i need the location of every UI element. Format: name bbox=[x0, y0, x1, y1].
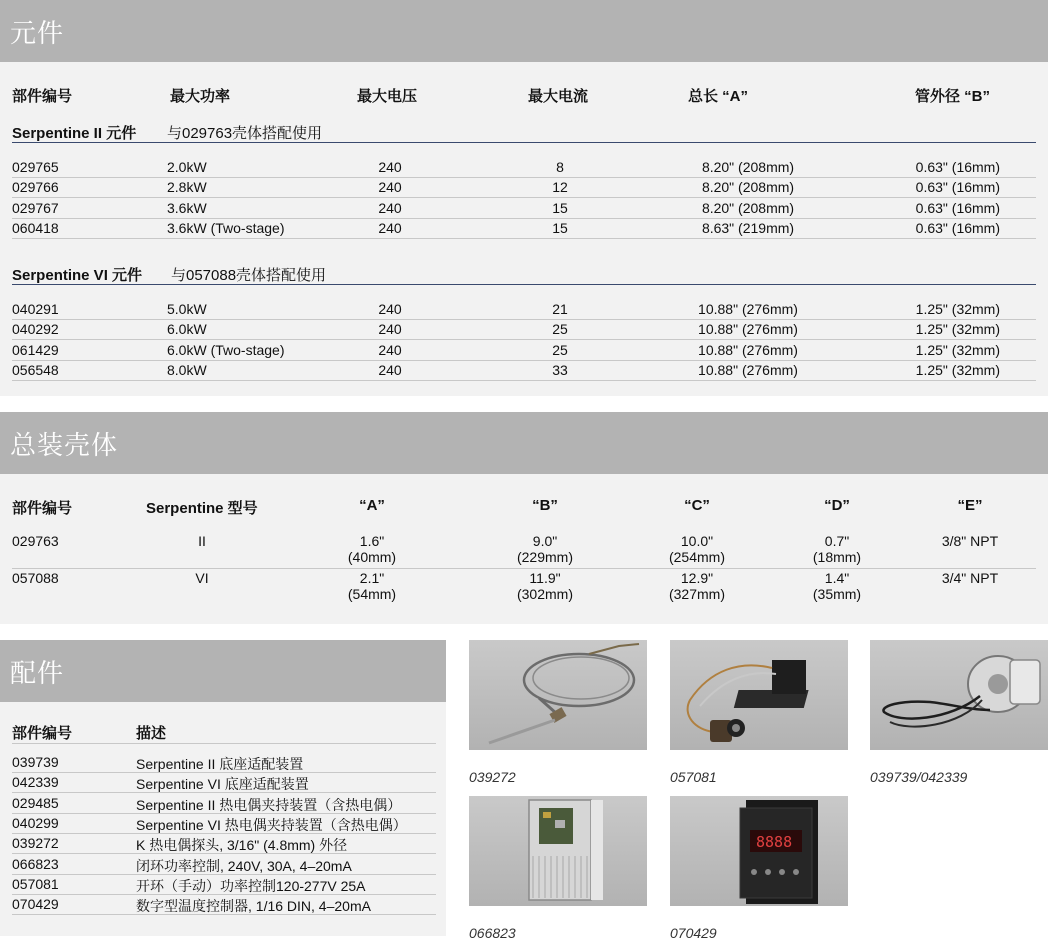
housing-e-cell: 3/8" NPT bbox=[941, 533, 999, 549]
element-diameter-cell: 1.25" (32mm) bbox=[915, 341, 1000, 358]
table-row-divider bbox=[12, 197, 1036, 198]
table-row-divider bbox=[12, 218, 1036, 219]
table-row-divider bbox=[12, 874, 436, 875]
element-diameter-cell: 1.25" (32mm) bbox=[915, 361, 1000, 378]
housing-d-cell bbox=[797, 570, 877, 602]
table-row-divider bbox=[12, 853, 436, 854]
elements-section-title bbox=[0, 0, 1048, 62]
accessory-description-cell: 数字型温度控制器, 1/16 DIN, 4–20mA bbox=[136, 898, 371, 915]
photo-digital-temperature-controller bbox=[670, 796, 848, 906]
element-length-cell: 8.63" (219mm) bbox=[701, 219, 795, 236]
table-row-divider bbox=[12, 360, 1036, 361]
accessories-header-part: 部件编号 bbox=[12, 725, 73, 742]
housing-a-inch: 1.6" bbox=[359, 533, 385, 549]
accessories-section-title bbox=[0, 640, 446, 702]
photo-caption-3: 039739/042339 bbox=[870, 769, 968, 785]
accessory-description-cell: Serpentine VI 热电偶夹持装置（含热电偶） bbox=[136, 816, 407, 833]
elements-header-part: 部件编号 bbox=[12, 88, 73, 105]
housing-b-inch: 11.9" bbox=[529, 570, 561, 586]
table-row-divider bbox=[12, 914, 436, 915]
accessory-part-cell: 039272 bbox=[12, 835, 59, 852]
photo-caption-5: 070429 bbox=[670, 925, 717, 940]
element-part-cell: 029766 bbox=[12, 179, 59, 196]
accessory-part-cell: 042339 bbox=[12, 774, 59, 791]
accessory-part-cell: 039739 bbox=[12, 754, 59, 770]
element-voltage-cell: 240 bbox=[378, 361, 402, 378]
element-voltage-cell: 240 bbox=[378, 199, 402, 216]
housing-a-mm: (54mm) bbox=[347, 586, 397, 602]
table-row-divider bbox=[12, 833, 436, 834]
photo-closed-loop-power-control bbox=[469, 796, 647, 906]
group-serpentine-ii-heading bbox=[12, 122, 136, 143]
element-length-cell: 8.20" (208mm) bbox=[701, 179, 795, 196]
housing-d-inch: 1.4" bbox=[824, 570, 850, 586]
accessories-title-text: 配件 bbox=[10, 657, 65, 688]
accessories-header-desc: 描述 bbox=[136, 725, 167, 742]
group-serpentine-vi-name: Serpentine VI 元件 bbox=[12, 267, 143, 284]
housing-b-mm: (302mm) bbox=[516, 586, 573, 602]
element-part-cell: 061429 bbox=[12, 341, 59, 358]
element-power-cell: 6.0kW (Two-stage) bbox=[167, 341, 285, 358]
elements-title-text: 元件 bbox=[10, 17, 65, 48]
accessory-description-cell: Serpentine II 底座适配装置 bbox=[136, 756, 304, 772]
element-length-cell: 10.88" (276mm) bbox=[698, 341, 798, 358]
housing-d-mm: (18mm) bbox=[812, 549, 862, 565]
group-serpentine-vi-rule bbox=[12, 284, 1036, 285]
accessory-description-cell: Serpentine II 热电偶夹持装置（含热电偶） bbox=[136, 796, 402, 813]
element-voltage-cell: 240 bbox=[378, 301, 402, 317]
housing-a-cell bbox=[332, 570, 412, 602]
group-serpentine-ii-rule bbox=[12, 142, 1036, 143]
housing-header-d: “D” bbox=[824, 497, 850, 514]
accessory-description-cell: Serpentine VI 底座适配装置 bbox=[136, 776, 309, 793]
element-diameter-cell: 0.63" (16mm) bbox=[915, 219, 1000, 236]
housing-model-cell: II bbox=[198, 533, 206, 549]
table-row-divider bbox=[12, 380, 1036, 381]
housing-b-cell bbox=[505, 570, 585, 602]
photo-caption-1: 039272 bbox=[469, 769, 516, 785]
element-current-cell: 25 bbox=[552, 321, 568, 338]
housing-d-mm: (35mm) bbox=[812, 586, 862, 602]
housing-header-e: “E” bbox=[957, 497, 983, 514]
photo-thermocouple-probe bbox=[469, 640, 647, 750]
element-voltage-cell: 240 bbox=[378, 219, 402, 236]
table-row-divider bbox=[12, 238, 1036, 239]
element-part-cell: 056548 bbox=[12, 361, 59, 378]
table-row-divider bbox=[12, 177, 1036, 178]
accessory-description-cell: 开环（手动）功率控制120-277V 25A bbox=[136, 877, 366, 894]
housing-c-cell bbox=[657, 533, 737, 565]
photo-caption-4: 066823 bbox=[469, 925, 516, 940]
housing-c-inch: 10.0" bbox=[680, 533, 714, 549]
accessory-description-cell: 闭环功率控制, 240V, 30A, 4–20mA bbox=[136, 857, 352, 874]
element-current-cell: 33 bbox=[552, 361, 568, 378]
table-row-divider bbox=[12, 319, 1036, 320]
element-current-cell: 8 bbox=[556, 159, 564, 175]
accessory-description-cell: K 热电偶探头, 3/16" (4.8mm) 外径 bbox=[136, 837, 348, 854]
element-length-cell: 10.88" (276mm) bbox=[698, 321, 798, 338]
housing-a-cell bbox=[332, 533, 412, 565]
elements-header-power: 最大功率 bbox=[170, 88, 231, 105]
element-length-cell: 8.20" (208mm) bbox=[701, 199, 795, 216]
group-serpentine-vi-note: 与057088壳体搭配使用 bbox=[171, 267, 327, 284]
element-power-cell: 2.8kW bbox=[167, 179, 207, 196]
table-row-divider bbox=[12, 894, 436, 895]
housing-c-cell bbox=[657, 570, 737, 602]
element-diameter-cell: 0.63" (16mm) bbox=[915, 159, 1000, 175]
element-current-cell: 15 bbox=[552, 199, 568, 216]
housing-model-cell: VI bbox=[195, 570, 209, 586]
housing-header-b: “B” bbox=[532, 497, 558, 514]
housing-b-cell bbox=[505, 533, 585, 565]
element-voltage-cell: 240 bbox=[378, 341, 402, 358]
element-voltage-cell: 240 bbox=[378, 159, 402, 175]
elements-header-diameter: 管外径 “B” bbox=[915, 88, 991, 105]
element-power-cell: 8.0kW bbox=[167, 361, 207, 378]
table-row-divider bbox=[12, 813, 436, 814]
table-row-divider bbox=[12, 339, 1036, 340]
photo-manual-power-control bbox=[670, 640, 848, 750]
housing-section-title bbox=[0, 412, 1048, 474]
element-current-cell: 15 bbox=[552, 219, 568, 236]
housing-header-a: “A” bbox=[359, 497, 385, 514]
elements-header-length: 总长 “A” bbox=[688, 88, 749, 105]
elements-header-current: 最大电流 bbox=[528, 88, 589, 105]
element-current-cell: 12 bbox=[552, 179, 568, 196]
element-length-cell: 10.88" (276mm) bbox=[698, 301, 798, 317]
housing-header-c: “C” bbox=[684, 497, 710, 514]
element-part-cell: 029767 bbox=[12, 199, 59, 216]
housing-e-cell: 3/4" NPT bbox=[941, 570, 999, 586]
accessory-part-cell: 070429 bbox=[12, 896, 59, 913]
accessory-part-cell: 057081 bbox=[12, 875, 59, 892]
housing-d-inch: 0.7" bbox=[824, 533, 850, 549]
housing-c-mm: (327mm) bbox=[668, 586, 725, 602]
table-row-divider bbox=[12, 792, 436, 793]
housing-header-model: Serpentine 型号 bbox=[146, 500, 258, 517]
accessory-part-cell: 040299 bbox=[12, 814, 59, 831]
group-serpentine-ii-note: 与029763壳体搭配使用 bbox=[167, 125, 323, 142]
housing-a-mm: (40mm) bbox=[347, 549, 397, 565]
housing-b-inch: 9.0" bbox=[532, 533, 558, 549]
housing-part-cell: 057088 bbox=[12, 570, 59, 586]
element-power-cell: 6.0kW bbox=[167, 321, 207, 338]
accessories-header-rule bbox=[12, 743, 436, 744]
element-diameter-cell: 0.63" (16mm) bbox=[915, 179, 1000, 196]
housing-part-cell: 029763 bbox=[12, 533, 59, 549]
housing-a-inch: 2.1" bbox=[359, 570, 385, 586]
table-row-divider bbox=[12, 568, 1036, 569]
accessory-part-cell: 029485 bbox=[12, 794, 59, 811]
photo-base-adapter bbox=[870, 640, 1048, 750]
element-voltage-cell: 240 bbox=[378, 321, 402, 338]
element-power-cell: 3.6kW bbox=[167, 199, 207, 216]
element-diameter-cell: 1.25" (32mm) bbox=[915, 321, 1000, 338]
housing-c-inch: 12.9" bbox=[680, 570, 714, 586]
element-part-cell: 040291 bbox=[12, 301, 59, 317]
controller-display-text: 8888 bbox=[756, 833, 793, 851]
group-serpentine-ii-name: Serpentine II 元件 bbox=[12, 125, 137, 142]
element-power-cell: 3.6kW (Two-stage) bbox=[167, 219, 285, 236]
elements-header-voltage: 最大电压 bbox=[357, 88, 418, 105]
element-length-cell: 8.20" (208mm) bbox=[701, 159, 795, 175]
table-row-divider bbox=[12, 772, 436, 773]
housing-c-mm: (254mm) bbox=[668, 549, 725, 565]
element-diameter-cell: 0.63" (16mm) bbox=[915, 199, 1000, 216]
housing-title-text: 总装壳体 bbox=[10, 429, 119, 460]
element-current-cell: 21 bbox=[552, 301, 568, 317]
element-part-cell: 040292 bbox=[12, 321, 59, 338]
element-diameter-cell: 1.25" (32mm) bbox=[915, 301, 1000, 317]
element-power-cell: 5.0kW bbox=[167, 301, 207, 317]
accessory-part-cell: 066823 bbox=[12, 855, 59, 872]
group-serpentine-vi-heading bbox=[12, 264, 142, 285]
element-part-cell: 060418 bbox=[12, 219, 59, 236]
housing-header-part: 部件编号 bbox=[12, 500, 73, 517]
element-current-cell: 25 bbox=[552, 341, 568, 358]
element-length-cell: 10.88" (276mm) bbox=[698, 361, 798, 378]
housing-d-cell bbox=[797, 533, 877, 565]
element-part-cell: 029765 bbox=[12, 159, 59, 175]
photo-caption-2: 057081 bbox=[670, 769, 717, 785]
housing-b-mm: (229mm) bbox=[516, 549, 573, 565]
element-voltage-cell: 240 bbox=[378, 179, 402, 196]
element-power-cell: 2.0kW bbox=[167, 159, 207, 175]
